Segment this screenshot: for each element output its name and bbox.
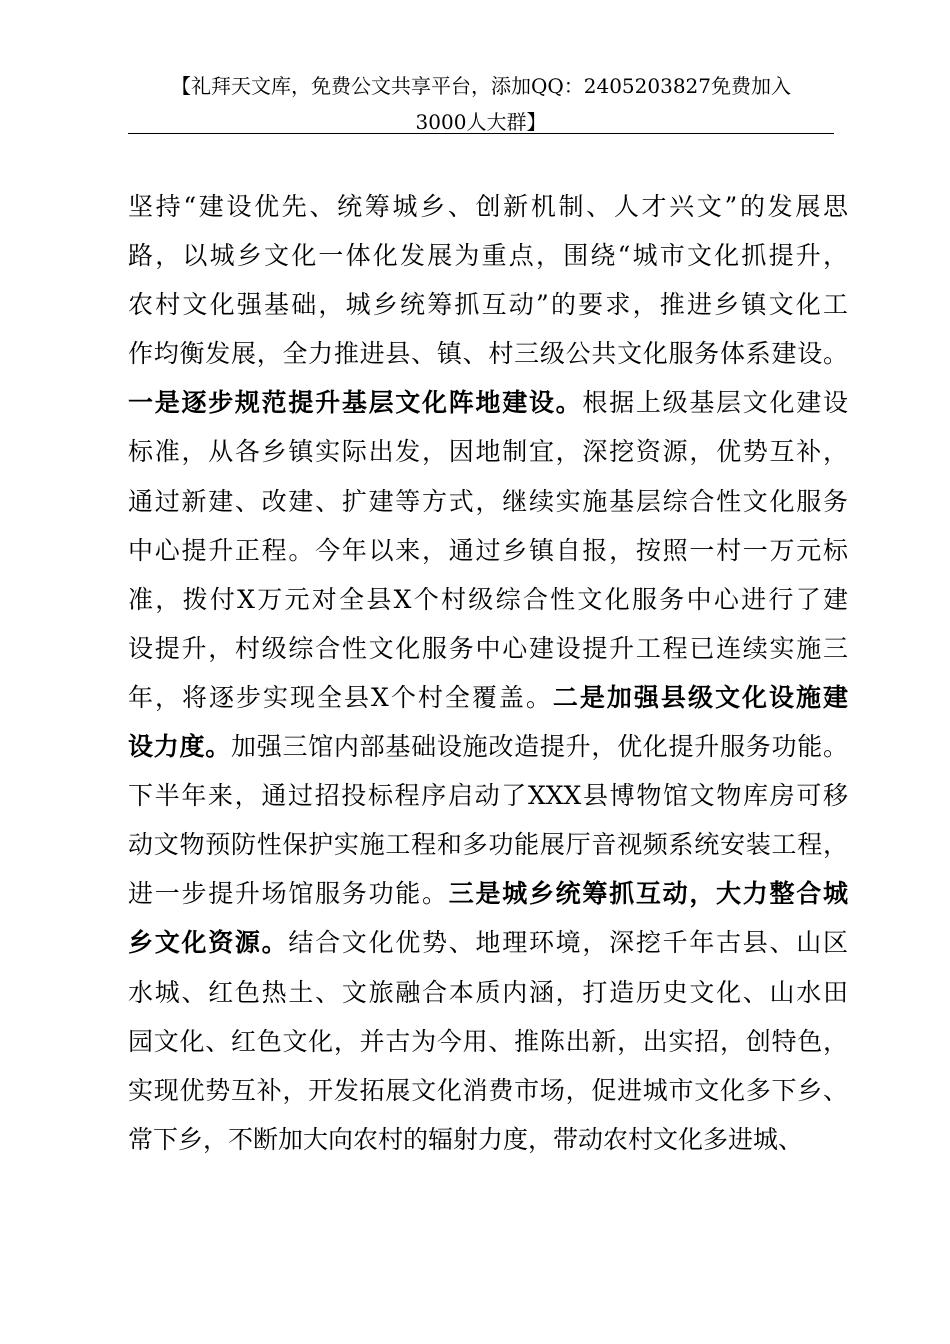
body-line (128, 575, 848, 624)
body-text-segment: 路，以城乡文化一体化发展为重点，围绕“城市文化抓提升， (128, 241, 848, 271)
body-line (128, 673, 848, 722)
body-text-segment: 动文物预防性保护实施工程和多功能展厅音视频系统安装工程， (128, 830, 848, 860)
body-line (128, 182, 848, 231)
body-line (128, 526, 848, 575)
body-text-segment: 加强三馆内部基础设施改造提升，优化提升服务功能。 (230, 732, 848, 762)
body-line (128, 722, 848, 771)
body-text-segment: 作均衡发展，全力推进县、镇、村三级公共文化服务体系建设。 (128, 339, 848, 369)
body-line (128, 378, 848, 427)
body-line (128, 1066, 848, 1115)
body-text-segment: 设提升，村级综合性文化服务中心建设提升工程已连续实施三 (128, 633, 848, 663)
body-text-segment: 标准，从各乡镇实际出发，因地制宜，深挖资源，优势互补， (128, 437, 848, 467)
body-text-segment: 结合文化优势、地理环境，深挖千年古县、山区 (288, 928, 848, 958)
body-text-segment: 进一步提升场馆服务功能。 (128, 879, 449, 909)
bold-heading-text: 一是逐步规范提升基层文化阵地建设。 (128, 388, 583, 418)
body-text-segment: 通过新建、改建、扩建等方式，继续实施基层综合性文化服务 (128, 486, 848, 516)
bold-heading-text: 二是加强县级文化设施建 (552, 682, 848, 712)
body-line (128, 771, 848, 820)
body-text-segment: 中心提升正程。今年以来，通过乡镇自报，按照一村一万元标 (128, 535, 848, 565)
header-divider (128, 133, 834, 134)
bold-heading-text: 三是城乡统筹抓互动，大力整合城 (448, 879, 848, 909)
body-text-segment: 园文化、红色文化，并古为今用、推陈出新，出实招，创特色， (128, 1026, 848, 1056)
body-line (128, 624, 848, 673)
body-text-segment: 下半年来，通过招投标程序启动了XXX县博物馆文物库房可移 (128, 781, 848, 811)
header-line-1: 【礼拜天文库，免费公文共享平台，添加QQ：2405203827免费加入 (170, 74, 792, 98)
header-line-2: 3000人大群】 (415, 110, 547, 134)
body-line (128, 918, 848, 967)
bold-heading-text: 设力度。 (128, 732, 231, 762)
body-line (128, 968, 848, 1017)
body-line (128, 329, 848, 378)
body-line (128, 427, 848, 476)
bold-heading-text: 乡文化资源。 (128, 928, 289, 958)
body-text-segment: 农村文化强基础，城乡统筹抓互动”的要求，推进乡镇文化工 (128, 290, 848, 320)
body-line (128, 280, 848, 329)
body-text-segment: 年，将逐步实现全县X个村全覆盖。 (128, 682, 553, 712)
body-line (128, 231, 848, 280)
body-text-segment: 实现优势互补，开发拓展文化消费市场，促进城市文化多下乡、 (128, 1075, 848, 1105)
body-line (128, 869, 848, 918)
body-line (128, 477, 848, 526)
body-line (128, 1115, 848, 1164)
body-line (128, 1017, 848, 1066)
page-header (128, 68, 834, 140)
body-text-segment: 准，拨付X万元对全县X个村级综合性文化服务中心进行了建 (128, 584, 848, 614)
body-line (128, 820, 848, 869)
body-text (128, 182, 848, 1164)
body-text-segment: 常下乡，不断加大向农村的辐射力度，带动农村文化多进城、 (128, 1124, 804, 1154)
body-text-segment: 根据上级基层文化建设 (582, 388, 848, 418)
body-text-segment: 水城、红色热土、文旅融合本质内涵，打造历史文化、山水田 (128, 977, 848, 1007)
body-text-segment: 坚持“建设优先、统筹城乡、创新机制、人才兴文”的发展思 (128, 192, 848, 221)
